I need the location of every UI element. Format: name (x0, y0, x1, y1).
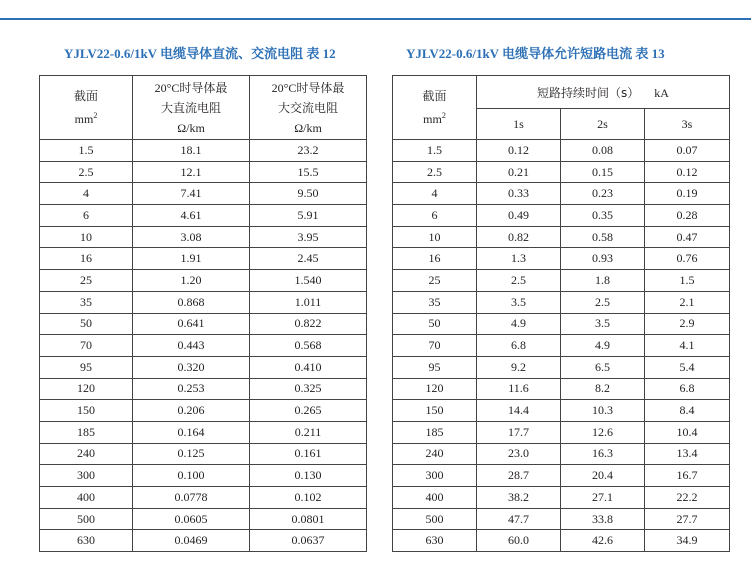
current-3s-cell: 0.47 (645, 226, 730, 248)
col-1s-header: 1s (477, 109, 561, 140)
table-row (393, 291, 730, 313)
dc-resistance-cell: 0.0605 (133, 508, 250, 530)
section-cell: 1.5 (393, 140, 477, 162)
section-cell: 185 (40, 421, 133, 443)
section-cell: 4 (393, 183, 477, 205)
section-cell: 35 (40, 291, 133, 313)
section-header (40, 76, 133, 140)
dc-resistance-cell: 0.868 (133, 291, 250, 313)
table-row (393, 161, 730, 183)
current-2s-cell: 2.5 (561, 291, 645, 313)
current-2s-cell: 6.5 (561, 356, 645, 378)
section-cell: 400 (40, 487, 133, 509)
table-row (393, 270, 730, 292)
ac-resistance-cell: 1.011 (250, 291, 367, 313)
section-header (393, 76, 477, 140)
section-cell: 4 (40, 183, 133, 205)
resistance-table (39, 75, 367, 552)
current-3s-cell: 0.76 (645, 248, 730, 270)
section-cell: 300 (393, 465, 477, 487)
section-cell: 2.5 (40, 161, 133, 183)
current-3s-cell: 1.5 (645, 270, 730, 292)
section-cell: 10 (393, 226, 477, 248)
ac-resistance-cell: 5.91 (250, 205, 367, 227)
ac-header-unit: Ω/km (294, 120, 322, 135)
table-row (40, 270, 367, 292)
dc-header-unit: Ω/km (177, 120, 205, 135)
current-2s-cell: 1.8 (561, 270, 645, 292)
dc-resistance-cell: 0.253 (133, 378, 250, 400)
current-2s-cell: 0.15 (561, 161, 645, 183)
ac-resistance-cell: 0.0801 (250, 508, 367, 530)
ac-resistance-cell: 0.0637 (250, 530, 367, 552)
section-cell: 240 (40, 443, 133, 465)
dc-resistance-cell: 3.08 (133, 226, 250, 248)
current-1s-cell: 2.5 (477, 270, 561, 292)
section-cell: 630 (40, 530, 133, 552)
section-cell: 25 (40, 270, 133, 292)
current-2s-cell: 20.4 (561, 465, 645, 487)
section-cell: 95 (393, 356, 477, 378)
current-1s-cell: 1.3 (477, 248, 561, 270)
table-row (393, 465, 730, 487)
section-unit-sup: 2 (441, 111, 446, 120)
current-unit: kA (654, 85, 669, 100)
current-1s-cell: 0.49 (477, 205, 561, 227)
current-2s-cell: 42.6 (561, 530, 645, 552)
current-2s-cell: 0.23 (561, 183, 645, 205)
current-1s-cell: 47.7 (477, 508, 561, 530)
dc-resistance-cell: 7.41 (133, 183, 250, 205)
table-row (40, 378, 367, 400)
section-cell: 500 (40, 508, 133, 530)
section-cell: 150 (393, 400, 477, 422)
current-2s-cell: 4.9 (561, 335, 645, 357)
dc-header-line2: 大直流电阻 (160, 100, 221, 115)
ac-resistance-cell: 0.410 (250, 356, 367, 378)
ac-resistance-cell: 1.540 (250, 270, 367, 292)
current-2s-cell: 0.93 (561, 248, 645, 270)
table-row (393, 421, 730, 443)
section-unit: mm (74, 112, 94, 126)
table-row (40, 443, 367, 465)
current-1s-cell: 0.21 (477, 161, 561, 183)
current-1s-cell: 0.33 (477, 183, 561, 205)
ac-header-line2: 大交流电阻 (277, 100, 338, 115)
ac-resistance-cell: 0.161 (250, 443, 367, 465)
current-1s-cell: 11.6 (477, 378, 561, 400)
table-row (393, 530, 730, 552)
table-row (393, 226, 730, 248)
table-row (40, 226, 367, 248)
dc-resistance-cell: 0.0469 (133, 530, 250, 552)
table-row (393, 140, 730, 162)
section-cell: 6 (393, 205, 477, 227)
current-3s-cell: 6.8 (645, 378, 730, 400)
table-row (393, 400, 730, 422)
table-row (393, 335, 730, 357)
section-cell: 300 (40, 465, 133, 487)
section-cell: 16 (393, 248, 477, 270)
section-cell: 16 (40, 248, 133, 270)
section-cell: 10 (40, 226, 133, 248)
dc-resistance-cell: 0.0778 (133, 487, 250, 509)
dc-resistance-cell: 0.641 (133, 313, 250, 335)
section-cell: 35 (393, 291, 477, 313)
table-row (40, 161, 367, 183)
table-row (40, 183, 367, 205)
table-row (393, 443, 730, 465)
table-row (40, 205, 367, 227)
current-1s-cell: 38.2 (477, 487, 561, 509)
dc-resistance-cell: 0.206 (133, 400, 250, 422)
section-cell: 240 (393, 443, 477, 465)
table-row (393, 508, 730, 530)
current-3s-cell: 5.4 (645, 356, 730, 378)
table-row (40, 248, 367, 270)
duration-header (477, 76, 730, 109)
duration-label: 短路持续时间（s） (537, 85, 640, 100)
section-cell: 70 (40, 335, 133, 357)
current-1s-cell: 0.82 (477, 226, 561, 248)
dc-resistance-cell: 18.1 (133, 140, 250, 162)
current-3s-cell: 22.2 (645, 487, 730, 509)
table-row (40, 508, 367, 530)
current-3s-cell: 13.4 (645, 443, 730, 465)
section-unit: mm (423, 112, 442, 126)
table-row (40, 421, 367, 443)
table-row (40, 140, 367, 162)
table2-title: YJLV22-0.6/1kV 电缆导体允许短路电流 表 13 (406, 46, 665, 61)
table-row (40, 313, 367, 335)
current-2s-cell: 12.6 (561, 421, 645, 443)
table-row (40, 335, 367, 357)
section-cell: 70 (393, 335, 477, 357)
current-3s-cell: 16.7 (645, 465, 730, 487)
section-label: 截面 (422, 89, 447, 103)
current-3s-cell: 0.12 (645, 161, 730, 183)
current-1s-cell: 14.4 (477, 400, 561, 422)
ac-resistance-cell: 15.5 (250, 161, 367, 183)
current-3s-cell: 10.4 (645, 421, 730, 443)
current-3s-cell: 4.1 (645, 335, 730, 357)
table-row (393, 248, 730, 270)
current-3s-cell: 8.4 (645, 400, 730, 422)
current-2s-cell: 3.5 (561, 313, 645, 335)
ac-resistance-cell: 0.822 (250, 313, 367, 335)
section-cell: 50 (40, 313, 133, 335)
current-1s-cell: 6.8 (477, 335, 561, 357)
ac-resistance-header (250, 76, 367, 140)
ac-resistance-cell: 0.102 (250, 487, 367, 509)
current-2s-cell: 16.3 (561, 443, 645, 465)
top-rule (0, 18, 751, 20)
current-1s-cell: 60.0 (477, 530, 561, 552)
table-row (393, 183, 730, 205)
current-3s-cell: 2.9 (645, 313, 730, 335)
current-2s-cell: 10.3 (561, 400, 645, 422)
ac-resistance-cell: 23.2 (250, 140, 367, 162)
current-2s-cell: 27.1 (561, 487, 645, 509)
section-cell: 1.5 (40, 140, 133, 162)
ac-header-line1: 20°C时导体最 (271, 80, 345, 95)
section-unit-sup: 2 (93, 111, 98, 120)
section-cell: 2.5 (393, 161, 477, 183)
section-cell: 185 (393, 421, 477, 443)
table-row (40, 530, 367, 552)
table-row (40, 487, 367, 509)
current-1s-cell: 28.7 (477, 465, 561, 487)
section-label: 截面 (73, 89, 98, 103)
current-2s-cell: 33.8 (561, 508, 645, 530)
ac-resistance-cell: 0.325 (250, 378, 367, 400)
current-1s-cell: 9.2 (477, 356, 561, 378)
current-2s-cell: 0.08 (561, 140, 645, 162)
dc-resistance-cell: 12.1 (133, 161, 250, 183)
dc-resistance-header (133, 76, 250, 140)
current-3s-cell: 27.7 (645, 508, 730, 530)
dc-resistance-cell: 0.164 (133, 421, 250, 443)
section-cell: 95 (40, 356, 133, 378)
current-3s-cell: 34.9 (645, 530, 730, 552)
dc-resistance-cell: 0.125 (133, 443, 250, 465)
dc-resistance-cell: 0.320 (133, 356, 250, 378)
ac-resistance-cell: 0.265 (250, 400, 367, 422)
dc-resistance-cell: 0.100 (133, 465, 250, 487)
section-cell: 50 (393, 313, 477, 335)
ac-resistance-cell: 2.45 (250, 248, 367, 270)
section-cell: 120 (40, 378, 133, 400)
dc-resistance-cell: 1.91 (133, 248, 250, 270)
dc-resistance-cell: 0.443 (133, 335, 250, 357)
current-1s-cell: 4.9 (477, 313, 561, 335)
dc-resistance-cell: 1.20 (133, 270, 250, 292)
table-row (40, 400, 367, 422)
ac-resistance-cell: 9.50 (250, 183, 367, 205)
ac-resistance-cell: 0.130 (250, 465, 367, 487)
section-cell: 120 (393, 378, 477, 400)
table-row (393, 313, 730, 335)
section-cell: 25 (393, 270, 477, 292)
ac-resistance-cell: 0.568 (250, 335, 367, 357)
table-row (40, 356, 367, 378)
current-1s-cell: 0.12 (477, 140, 561, 162)
current-2s-cell: 8.2 (561, 378, 645, 400)
current-3s-cell: 0.19 (645, 183, 730, 205)
col-2s-header: 2s (561, 109, 645, 140)
current-1s-cell: 17.7 (477, 421, 561, 443)
table-row (393, 487, 730, 509)
dc-resistance-cell: 4.61 (133, 205, 250, 227)
current-2s-cell: 0.35 (561, 205, 645, 227)
dc-header-line1: 20°C时导体最 (154, 80, 228, 95)
table-row (40, 291, 367, 313)
table-row (393, 378, 730, 400)
current-3s-cell: 0.28 (645, 205, 730, 227)
col-3s-header: 3s (645, 109, 730, 140)
current-2s-cell: 0.58 (561, 226, 645, 248)
section-cell: 150 (40, 400, 133, 422)
ac-resistance-cell: 3.95 (250, 226, 367, 248)
table1-title: YJLV22-0.6/1kV 电缆导体直流、交流电阻 表 12 (64, 46, 336, 61)
section-cell: 400 (393, 487, 477, 509)
table-row (393, 205, 730, 227)
table-row (393, 356, 730, 378)
ac-resistance-cell: 0.211 (250, 421, 367, 443)
section-cell: 500 (393, 508, 477, 530)
table-row (40, 465, 367, 487)
current-1s-cell: 3.5 (477, 291, 561, 313)
current-3s-cell: 2.1 (645, 291, 730, 313)
section-cell: 6 (40, 205, 133, 227)
current-3s-cell: 0.07 (645, 140, 730, 162)
short-circuit-table (392, 75, 730, 552)
current-1s-cell: 23.0 (477, 443, 561, 465)
section-cell: 630 (393, 530, 477, 552)
